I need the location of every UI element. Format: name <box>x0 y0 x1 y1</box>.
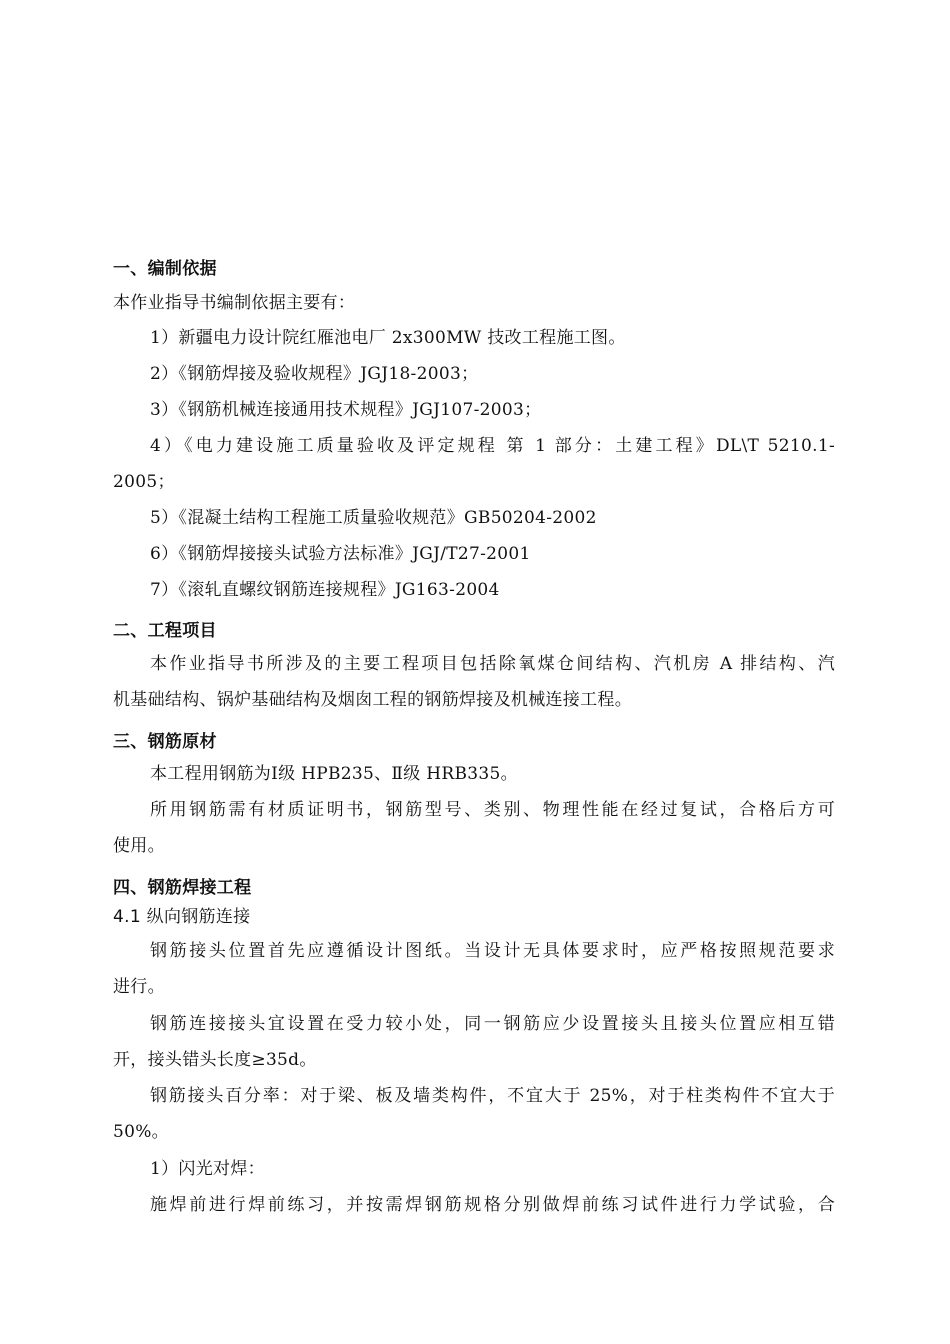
reference-item-7: 7）《滚轧直螺纹钢筋连接规程》JG163-2004 <box>150 580 500 600</box>
section-2-line-1: 本作业指导书所涉及的主要工程项目包括除氧煤仓间结构、汽机房 A 排结构、汽 <box>150 654 835 674</box>
reference-item-1: 1）新疆电力设计院红雁池电厂 2x300MW 技改工程施工图。 <box>150 328 626 348</box>
reference-item-4: 4）《电力建设施工质量验收及评定规程 第 1 部分：土建工程》DL\T 5210.1- <box>150 436 835 456</box>
section-3-line-1: 本工程用钢筋为Ⅰ级 HPB235、Ⅱ级 HRB335。 <box>150 764 518 784</box>
section-3-line-2: 所用钢筋需有材质证明书，钢筋型号、类别、物理性能在经过复试，合格后方可 <box>150 800 835 820</box>
section-3-heading: 三、钢筋原材 <box>113 732 217 752</box>
reference-item-4-continued: 2005； <box>113 472 175 492</box>
section-4-line-2: 进行。 <box>113 977 165 997</box>
reference-item-3: 3）《钢筋机械连接通用技术规程》JGJ107-2003； <box>150 400 542 420</box>
section-4-line-1: 钢筋接头位置首先应遵循设计图纸。当设计无具体要求时，应严格按照规范要求 <box>150 941 835 961</box>
reference-item-5: 5）《混凝土结构工程施工质量验收规范》GB50204-2002 <box>150 508 597 528</box>
section-4-line-3: 钢筋连接接头宜设置在受力较小处，同一钢筋应少设置接头且接头位置应相互错 <box>150 1014 835 1034</box>
section-4-heading: 四、钢筋焊接工程 <box>113 878 252 898</box>
section-4-line-7: 1）闪光对焊： <box>150 1159 265 1179</box>
section-4-line-8: 施焊前进行焊前练习，并按需焊钢筋规格分别做焊前练习试件进行力学试验，合 <box>150 1195 835 1215</box>
section-4-line-6: 50%。 <box>113 1122 169 1142</box>
section-2-heading: 二、工程项目 <box>113 621 217 641</box>
reference-item-2: 2）《钢筋焊接及验收规程》JGJ18-2003； <box>150 364 479 384</box>
section-1-heading: 一、编制依据 <box>113 259 217 279</box>
section-4-1-subheading: 4.1 纵向钢筋连接 <box>113 907 251 927</box>
section-1-intro: 本作业指导书编制依据主要有： <box>113 293 356 313</box>
section-3-line-3: 使用。 <box>113 836 165 856</box>
section-2-line-2: 机基础结构、锅炉基础结构及烟囱工程的钢筋焊接及机械连接工程。 <box>113 690 632 710</box>
reference-item-6: 6）《钢筋焊接接头试验方法标准》JGJ/T27-2001 <box>150 544 531 564</box>
section-4-line-4: 开，接头错头长度≥35d。 <box>113 1050 317 1070</box>
section-4-line-5: 钢筋接头百分率：对于梁、板及墙类构件，不宜大于 25%，对于柱类构件不宜大于 <box>150 1086 835 1106</box>
